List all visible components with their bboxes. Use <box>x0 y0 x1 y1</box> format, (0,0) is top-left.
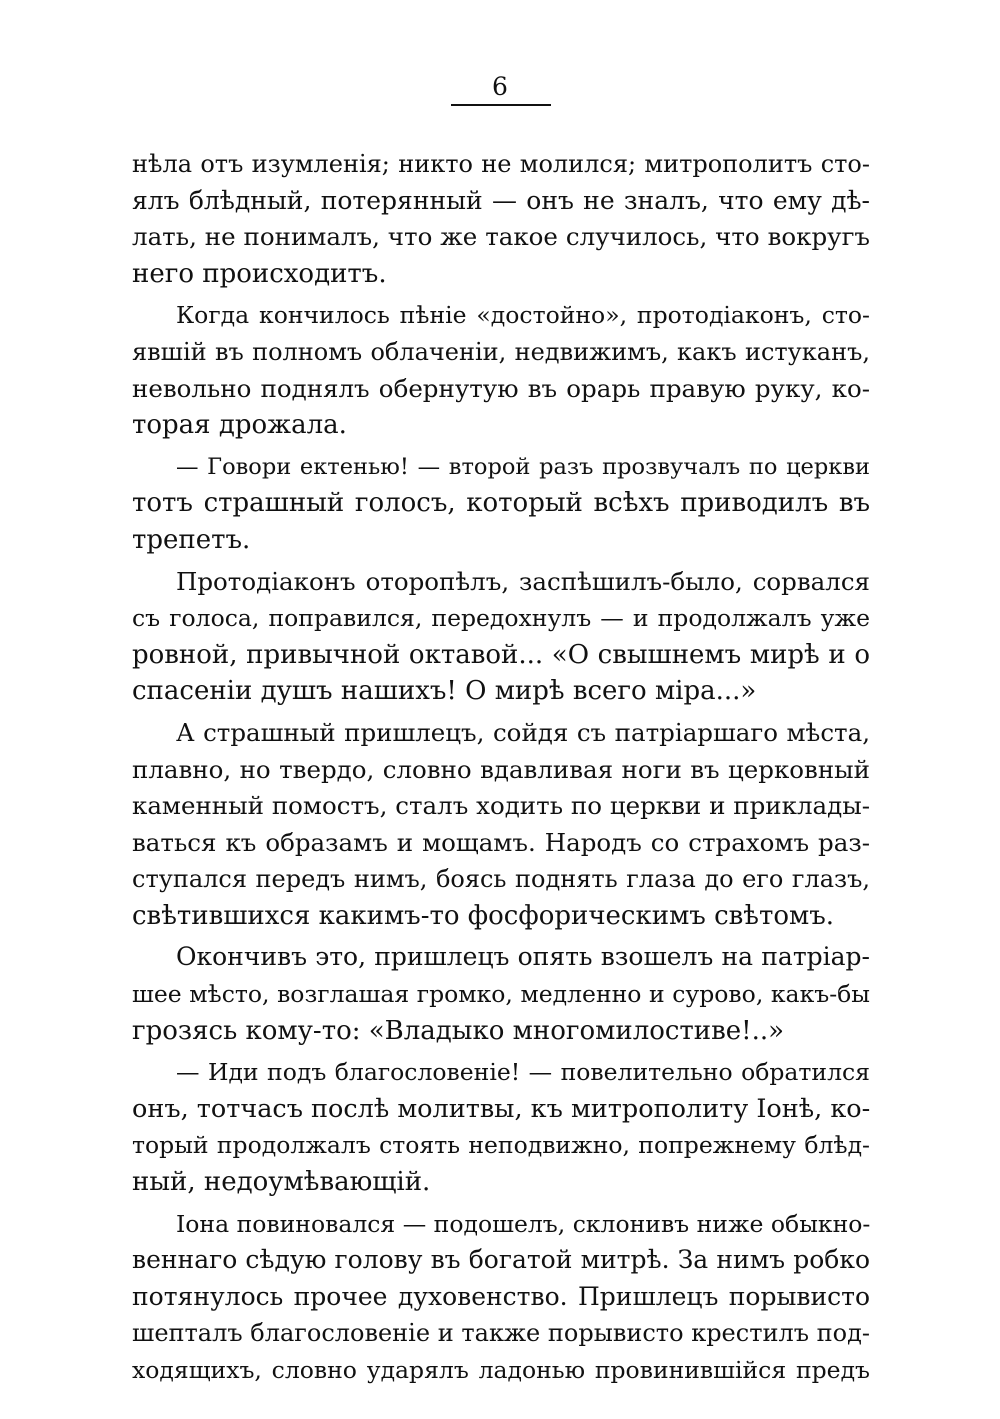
text-line: потянулось прочее духовенство. Пришлецъ порывисто <box>132 1281 870 1311</box>
text-line: ходящихъ, словно ударялъ ладонью провинившійся предъ <box>132 1356 870 1384</box>
text-line: Когда кончилось пѣніе «достойно», протодіаконъ, сто- <box>176 301 870 330</box>
text-line: съ голоса, поправился, передохнулъ — и продолжалъ уже <box>132 604 870 633</box>
text-body <box>132 146 870 1394</box>
text-line: — Иди подъ благословеніе! — повелительно обратился <box>176 1058 870 1087</box>
paragraph <box>132 564 870 710</box>
text-line: веннаго сѣдую голову въ богатой митрѣ. За нимъ робко <box>132 1245 870 1275</box>
text-line: спасеніи душъ нашихъ! О мирѣ всего міра...» <box>132 676 757 707</box>
text-line: торая дрожала. <box>132 410 347 441</box>
text-line: Окончивъ это, пришлецъ опять взошелъ на патріар- <box>176 942 870 972</box>
text-line: шее мѣсто, возглашая громко, медленно и сурово, какъ-бы <box>132 980 870 1009</box>
paragraph <box>132 1054 870 1200</box>
text-line: торый продолжалъ стоять неподвижно, попрежнему блѣд- <box>132 1131 870 1160</box>
text-line: грозясь кому-то: «Владыко многомилостиве!..» <box>132 1015 785 1046</box>
text-line: каменный помостъ, сталъ ходить по церкви и приклады- <box>132 791 870 821</box>
paragraph <box>132 715 870 935</box>
text-line: онъ, тотчасъ послѣ молитвы, къ митрополиту Іонѣ, ко- <box>132 1093 870 1124</box>
text-line: свѣтившихся какимъ-то фосфорическимъ свѣтомъ. <box>132 900 835 931</box>
text-line: — Говори ектенью! — второй разъ прозвучалъ по церкви <box>176 453 870 480</box>
text-line: ялъ блѣдный, потерянный — онъ не зналъ, что ему дѣ- <box>132 185 870 215</box>
text-line: лать, не понималъ, что же такое случилось, что вокругъ <box>132 222 870 252</box>
text-line: нѣла отъ изумленія; никто не молился; митрополитъ сто- <box>132 150 870 178</box>
text-line: невольно поднялъ обернутую въ орарь правую руку, ко- <box>132 373 870 403</box>
text-line: Іона повиновался — подошелъ, склонивъ ниже обыкно- <box>176 1209 870 1238</box>
text-line: ровной, привычной октавой... «О свышнемъ мирѣ и о <box>132 639 870 670</box>
page-number: 6 <box>492 72 508 101</box>
paragraph <box>132 449 870 559</box>
paragraph <box>132 297 870 443</box>
text-line: него происходитъ. <box>132 258 387 289</box>
text-line: шепталъ благословеніе и также порывисто крестилъ под- <box>132 1319 870 1348</box>
paragraph <box>132 146 870 292</box>
page-number-rule <box>451 104 551 106</box>
paragraph <box>132 939 870 1049</box>
text-line: тотъ страшный голосъ, который всѣхъ приводилъ въ <box>132 488 870 519</box>
text-line: ваться къ образамъ и мощамъ. Народъ со страхомъ раз- <box>132 827 870 857</box>
paragraph <box>132 1206 870 1389</box>
text-line: А страшный пришлецъ, сойдя съ патріаршаго мѣста, <box>176 717 870 747</box>
text-line: ный, недоумѣвающій. <box>132 1167 431 1198</box>
text-line: плавно, но твердо, словно вдавливая ноги въ церковный <box>132 754 870 784</box>
text-line: явшій въ полномъ облаченіи, недвижимъ, какъ истуканъ, <box>132 337 870 366</box>
text-line: Протодіаконъ оторопѣлъ, заспѣшилъ-было, сорвался <box>176 566 870 596</box>
text-line: трепетъ. <box>132 524 251 555</box>
text-line: ступался передъ нимъ, боясь поднять глаза до его глазъ, <box>132 865 870 894</box>
